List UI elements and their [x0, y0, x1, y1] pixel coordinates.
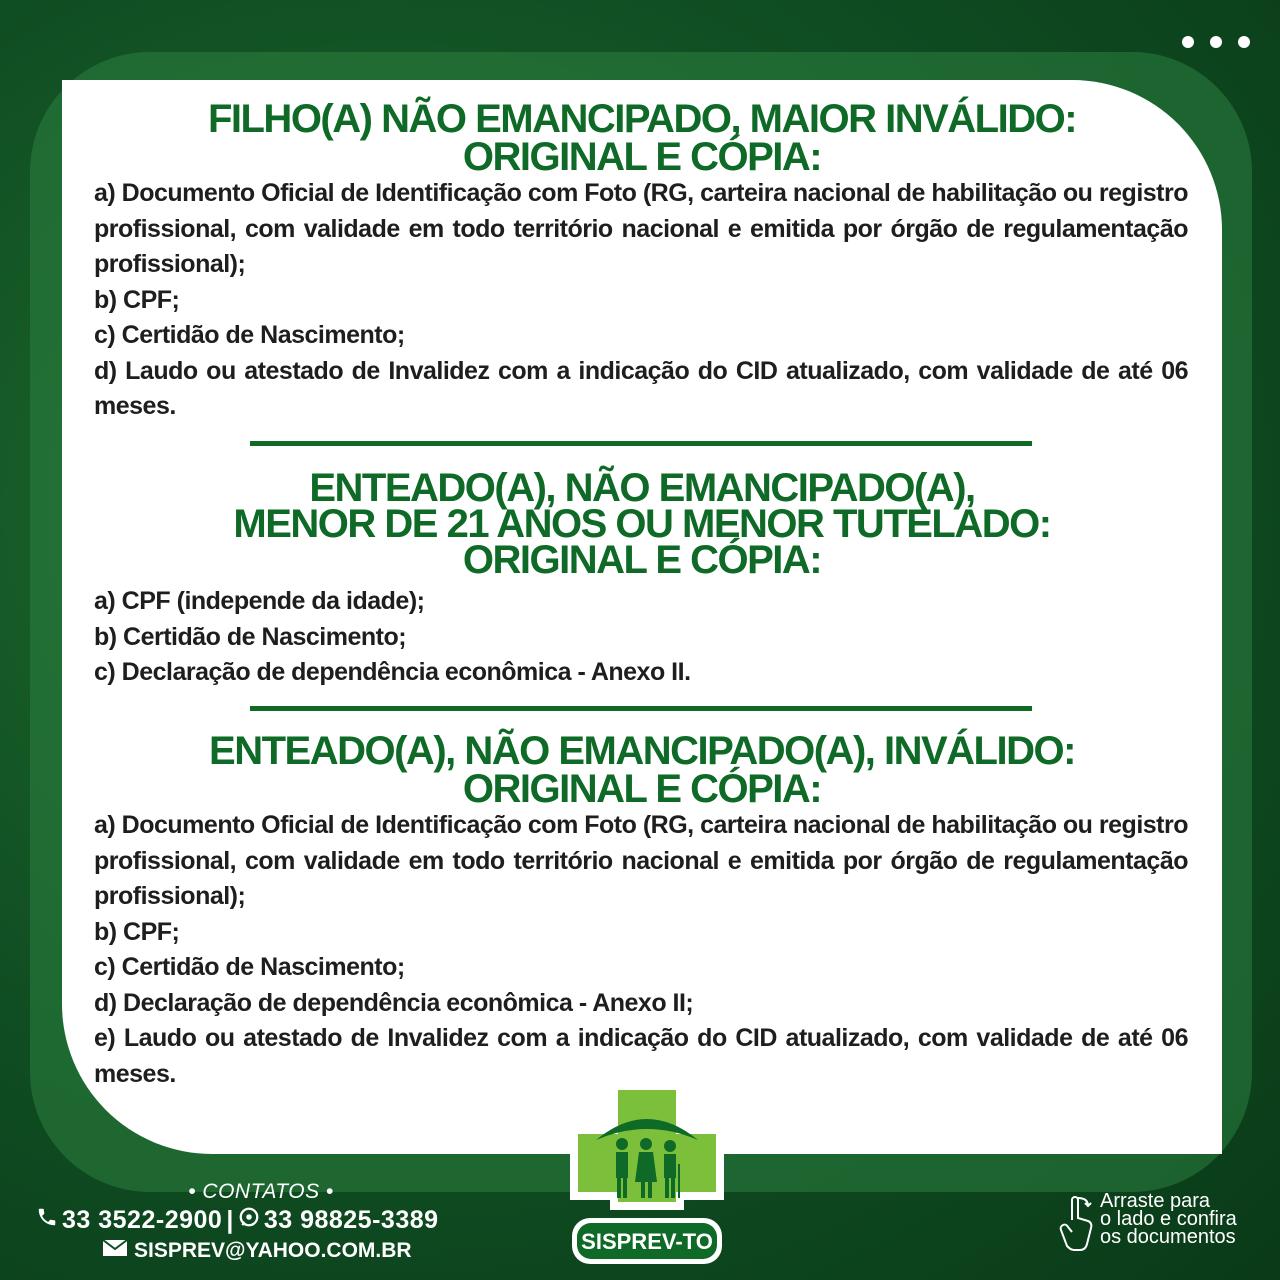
section3-heading-line2: ORIGINAL E CÓPIA: [462, 767, 822, 811]
list-item: b) Certidão de Nascimento; [94, 622, 407, 651]
email-address[interactable]: SISPREV@YAHOO.COM.BR [134, 1239, 412, 1262]
swipe-line1: Arraste para [1100, 1190, 1211, 1212]
contacts-title: • CONTATOS • [188, 1180, 334, 1203]
list-item: c) Certidão de Nascimento; [94, 321, 405, 349]
divider [250, 441, 1032, 446]
contacts-block [36, 1180, 486, 1263]
list-item: a) Documento Oficial de Identificação com Foto (RG, carteira nacional de habilitação ou registro profissional, com validade em todo território nacional e emitida por órgão de regulamentação profissional); [94, 811, 1188, 910]
sisprev-logo [566, 1078, 728, 1268]
section1-heading [62, 97, 1222, 179]
section2-heading-line1: ENTEADO(A), NÃO EMANCIPADO(A), [309, 466, 975, 510]
divider [250, 706, 1032, 711]
section2-list [62, 584, 1222, 691]
section1-list [62, 176, 1222, 425]
phone-number[interactable]: 33 3522-2900 [62, 1206, 223, 1234]
list-item: d) Declaração de dependência econômica - Anexo II; [94, 988, 694, 1017]
swipe-text [1100, 1192, 1237, 1259]
section-enteado-menor [62, 466, 1222, 691]
phone-row [36, 1206, 486, 1235]
list-item: d) Laudo ou atestado de Invalidez com a indicação do CID atualizado, com validade de até 06 meses. [94, 356, 1188, 420]
logo-text: SISPREV-TO [581, 1229, 713, 1254]
more-dots-icon[interactable] [1182, 36, 1250, 48]
list-item: c) Certidão de Nascimento; [94, 953, 405, 981]
list-item: c) Declaração de dependência econômica - Anexo II. [94, 658, 691, 686]
swipe-line3: os documentos [1100, 1226, 1236, 1248]
list-item: e) Laudo ou atestado de Invalidez com a indicação do CID atualizado, com validade de até 06 meses. [94, 1024, 1188, 1088]
section2-heading-line3: ORIGINAL E CÓPIA: [462, 538, 822, 582]
swipe-line2: o lado e confira [1100, 1208, 1237, 1230]
section3-heading-line1: ENTEADO(A), NÃO EMANCIPADO(A), INVÁLIDO: [209, 729, 1075, 773]
section1-heading-line2: ORIGINAL E CÓPIA: [462, 135, 822, 179]
section2-heading-line2: MENOR DE 21 ANOS OU MENOR TUTELADO: [233, 502, 1051, 546]
list-item: a) Documento Oficial de Identificação com Foto (RG, carteira nacional de habilitação ou registro profissional, com validade em todo território nacional e emitida por órgão de regulamentação profissional); [94, 179, 1188, 278]
hand-swipe-icon [1058, 1192, 1094, 1259]
section1-heading-line1: FILHO(A) NÃO EMANCIPADO, MAIOR INVÁLIDO: [207, 97, 1077, 141]
separator: | [226, 1206, 234, 1234]
whatsapp-number[interactable]: 33 98825-3389 [263, 1206, 439, 1234]
email-row [36, 1239, 486, 1263]
phone-icon [36, 1206, 58, 1235]
list-item: a) CPF (independe da idade); [94, 587, 425, 615]
whatsapp-icon [238, 1206, 260, 1235]
section3-list [62, 808, 1222, 1092]
section-enteado-invalido [62, 729, 1222, 1092]
mail-icon [102, 1239, 128, 1263]
section-filho-invalido [62, 97, 1222, 425]
list-item: b) CPF; [94, 917, 180, 946]
list-item: b) CPF; [94, 285, 180, 314]
section3-heading [62, 729, 1222, 811]
swipe-hint [1058, 1192, 1237, 1259]
section2-heading [62, 466, 1222, 582]
content-card [62, 80, 1222, 1154]
